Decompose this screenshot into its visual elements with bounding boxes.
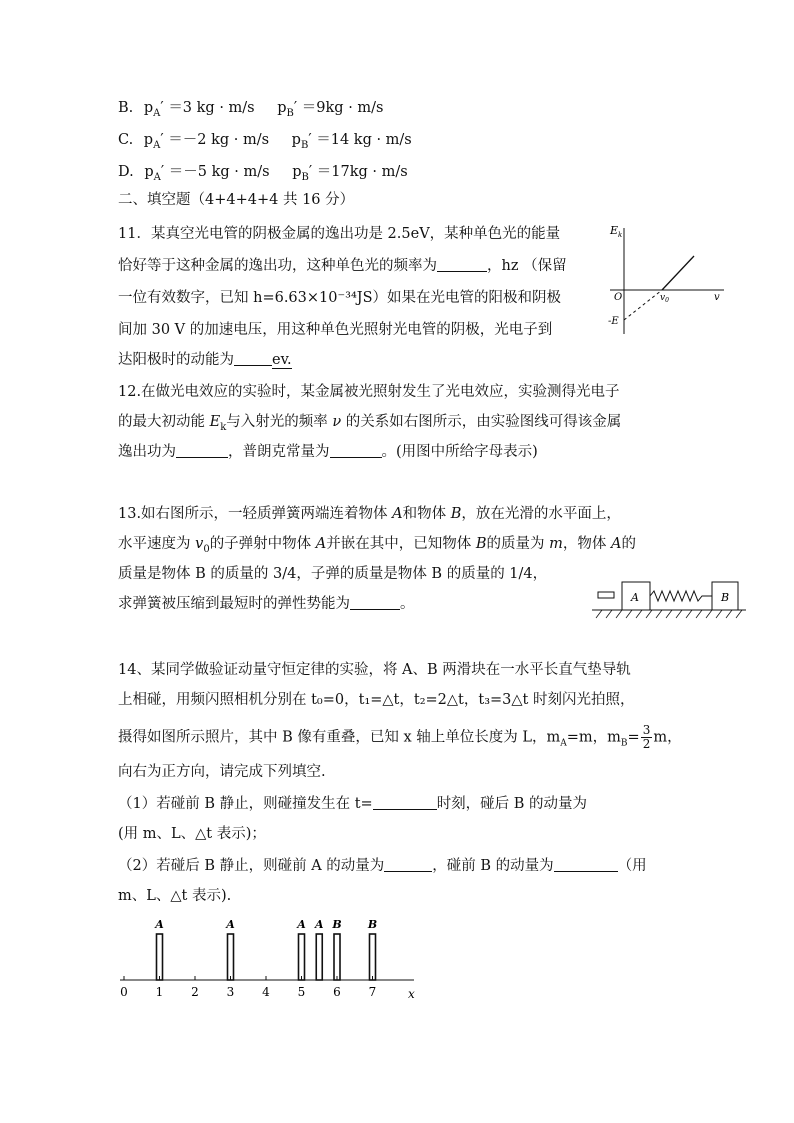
q12-line-2: 的最大初动能 $E_k$与入射光的频率 ν 的关系如右图所示，由实验图线可得该金属: [118, 414, 622, 433]
graph-origin-label: O: [614, 292, 623, 303]
q14-part-2: （2）若碰后 B 静止，则碰前 A 的动量为 ，碰前 B 的动量为 （用: [118, 858, 647, 874]
spring: [650, 591, 712, 601]
q14-line-3: 摄得如图所示照片，其中 B 像有重叠，已知 x 轴上单位长度为 L，$m_A=m$，$m_B=$ $\frac{3}{2}$ m，: [118, 723, 682, 751]
axis-tick-label: 2: [191, 985, 199, 999]
graph-line-solid: [662, 256, 694, 290]
graph-v0-label: $v_0$: [660, 293, 669, 304]
slider-label: B: [332, 918, 342, 931]
q12-line-3: 逸出功为 ，普朗克常量为 。(用图中所给字母表示): [118, 444, 538, 460]
section-title: 二、填空题（4+4+4+4 共 16 分）: [118, 192, 355, 208]
q14-part-2-cont: m、L、△t 表示).: [118, 888, 232, 904]
answer-blank[interactable]: [554, 857, 618, 872]
momentum-pb: $p_B'$: [292, 164, 313, 183]
option-letter: B.: [118, 100, 134, 116]
axis-tick-label: 4: [262, 985, 270, 999]
slider-image-a: [316, 934, 322, 980]
momentum-pa: $p_A'$: [143, 132, 164, 151]
pa-value: ＝－5 kg · m/s: [168, 164, 270, 180]
answer-blank[interactable]: [330, 443, 382, 458]
answer-blank[interactable]: [350, 595, 400, 610]
q13-line-4: 求弹簧被压缩到最短时的弹性势能为 。: [118, 596, 415, 612]
graph-v-label: v: [714, 292, 720, 303]
option-b: [118, 98, 384, 124]
slider-label: A: [297, 918, 306, 931]
slider-image-b: [370, 934, 376, 980]
q11-line-5: 达阳极时的动能为 ev.: [118, 352, 292, 368]
axis-tick-label: 3: [226, 985, 235, 999]
slider-image-b: [334, 934, 340, 980]
answer-blank[interactable]: [373, 795, 437, 810]
ek-frequency-graph: [600, 220, 730, 340]
q14-line-1: 14、某同学做验证动量守恒定律的实验，将 A、B 两滑块在一水平长直气垫导轨: [118, 662, 631, 678]
option-letter: C.: [118, 132, 134, 148]
q13-line-1: 13.如右图所示，一轻质弹簧两端连着物体 A和物体 B，放在光滑的水平面上，: [118, 506, 621, 522]
q14-part-1: （1）若碰前 B 静止，则碰撞发生在 t= 时刻，碰后 B 的动量为: [118, 796, 588, 812]
option-d: [118, 162, 408, 188]
slider-label: B: [367, 918, 378, 931]
axis-x-label: x: [408, 987, 415, 1001]
slider-label: A: [314, 918, 324, 931]
option-c: [118, 130, 412, 156]
axis-tick-label: 1: [155, 985, 164, 999]
pa-value: ＝3 kg · m/s: [168, 100, 255, 116]
q14-line-4: 向右为正方向，请完成下列填空.: [118, 764, 326, 780]
axis-tick-label: 0: [120, 985, 128, 999]
momentum-pa: $p_A'$: [144, 164, 165, 183]
answer-blank[interactable]: [176, 443, 228, 458]
ground-hatch: [596, 610, 742, 618]
q11-line-4: 间加 30 V 的加速电压，用这种单色光照射光电管的阴极，光电子到: [118, 322, 553, 338]
bullet: [598, 592, 614, 598]
slider-label: A: [226, 918, 235, 931]
answer-blank[interactable]: [234, 351, 272, 366]
axis-tick-label: 7: [368, 985, 377, 999]
q13-line-2: 水平速度为 $v_0$的子弹射中物体 A并嵌在其中，已知物体 B的质量为 m，物体 A的: [118, 536, 636, 555]
q11-line-2: 恰好等于这种金属的逸出功，这种单色光的频率为 ，hz （保留: [118, 258, 567, 274]
q14-line-2: 上相碰，用频闪照相机分别在 t₀=0，t₁=△t，t₂=2△t，t₃=3△t 时刻闪光拍照，: [118, 692, 635, 708]
block-b-label: B: [721, 591, 730, 604]
slider-image-a: [299, 934, 305, 980]
pb-value: ＝14 kg · m/s: [316, 132, 412, 148]
fraction-three-halves: $\frac{3}{2}$: [642, 723, 651, 751]
graph-ek-label: $E_k$: [610, 224, 623, 239]
strobe-photo-axis: [110, 908, 430, 1004]
q11-line-1: 11．某真空光电管的阴极金属的逸出功是 2.5eV，某种单色光的能量: [118, 226, 561, 242]
q12-line-1: 12.在做光电效应的实验时，某金属被光照射发生了光电效应，实验测得光电子: [118, 384, 620, 400]
pb-value: ＝17kg · m/s: [316, 164, 408, 180]
pa-value: ＝－2 kg · m/s: [168, 132, 270, 148]
axis-tick-label: 6: [333, 985, 341, 999]
q14-part-1-cont: (用 m、L、△t 表示)；: [118, 826, 266, 842]
pb-value: ＝9kg · m/s: [301, 100, 384, 116]
momentum-pb: $p_B'$: [277, 100, 298, 119]
answer-blank[interactable]: [384, 857, 432, 872]
slider-image-a: [157, 934, 163, 980]
momentum-pa: $p_A'$: [143, 100, 164, 119]
axis-tick-label: 5: [297, 985, 306, 999]
slider-label: A: [155, 918, 164, 931]
q11-line-3: 一位有效数字，已知 h=6.63×10⁻³⁴JS）如果在光电管的阳极和阴极: [118, 290, 562, 306]
spring-blocks-figure: [588, 578, 748, 620]
answer-blank[interactable]: [437, 257, 487, 272]
graph-neg-e-label: -E: [608, 316, 619, 327]
block-a-label: A: [631, 591, 639, 604]
option-letter: D.: [118, 164, 134, 180]
graph-line-dashed: [624, 290, 662, 320]
momentum-pb: $p_B'$: [291, 132, 312, 151]
slider-image-a: [228, 934, 234, 980]
q13-line-3: 质量是物体 B 的质量的 3/4，子弹的质量是物体 B 的质量的 1/4，: [118, 566, 548, 582]
